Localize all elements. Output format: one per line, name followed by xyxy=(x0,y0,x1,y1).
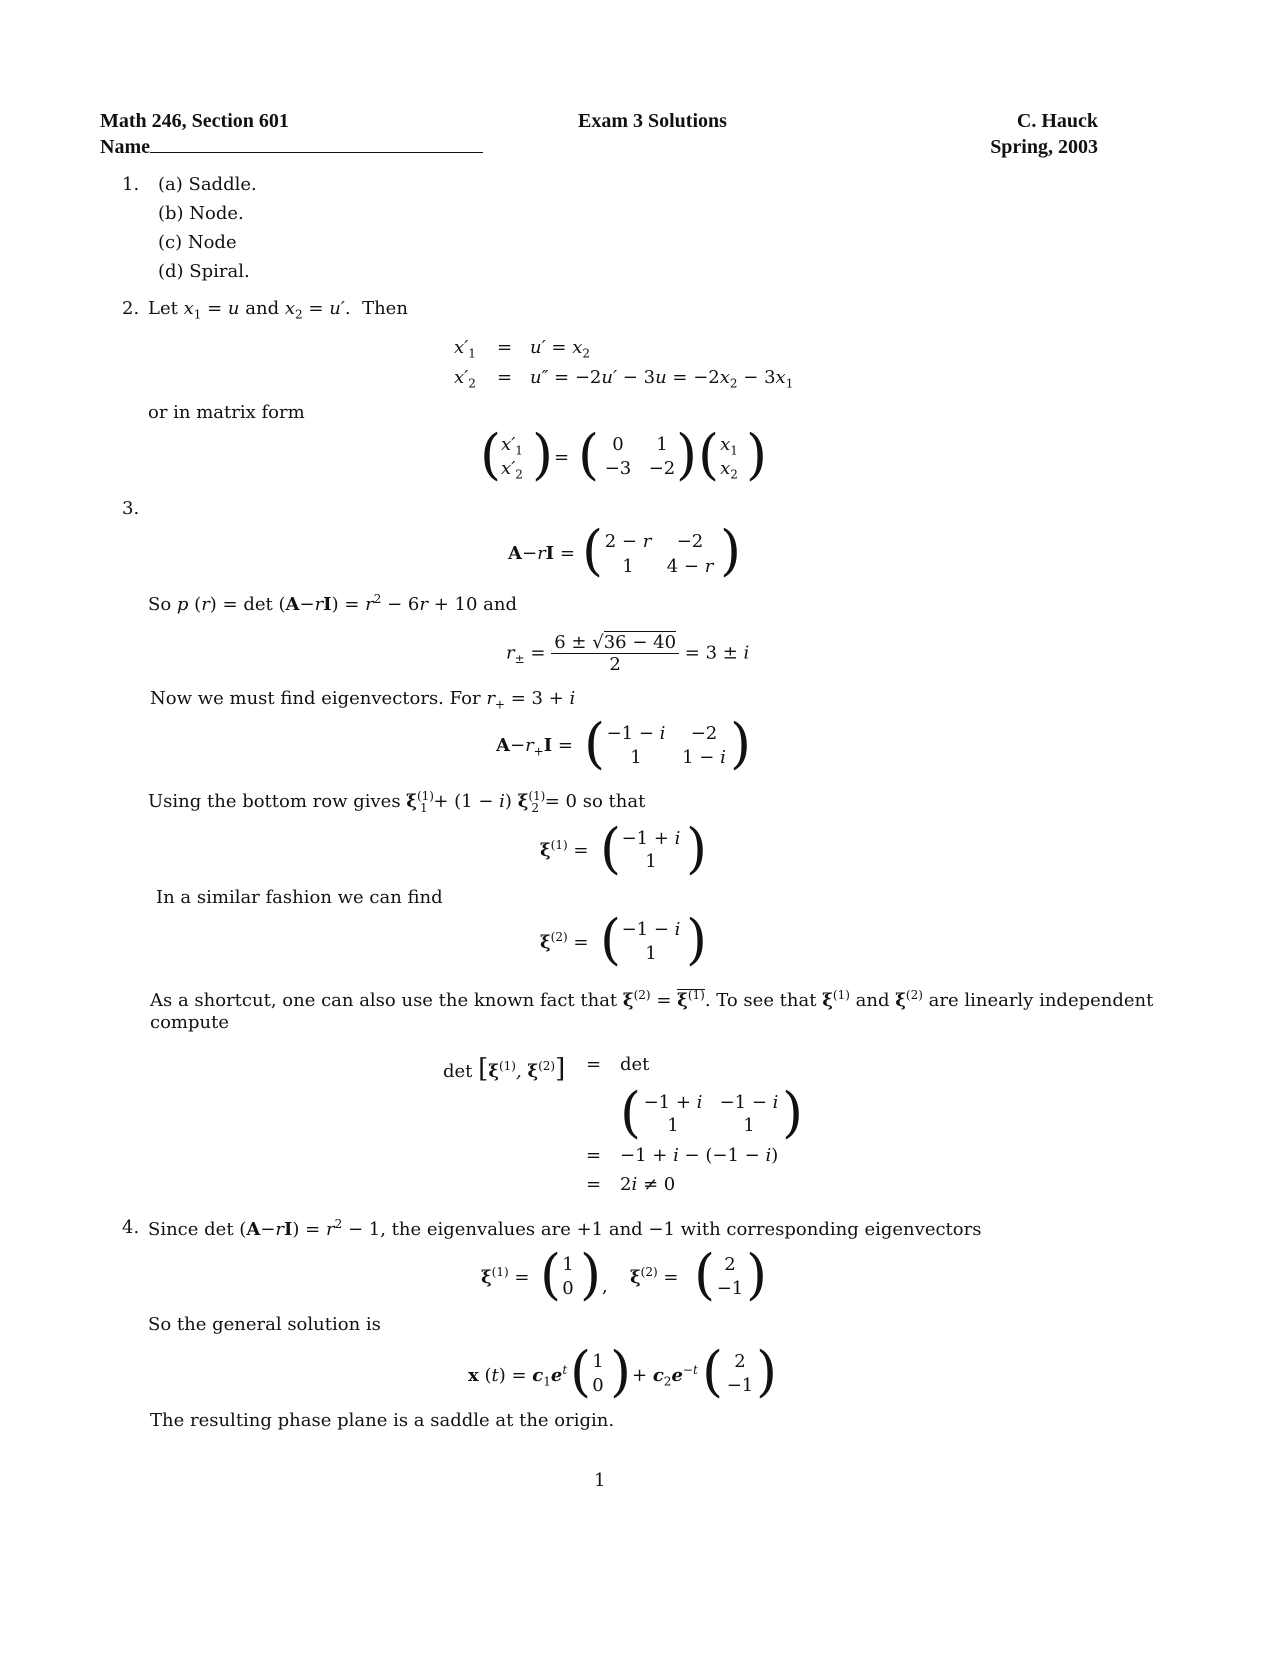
q1-answer-d: (d) Spiral. xyxy=(158,261,250,282)
q2-intro: Let $x_1 = u$ and $x_2 = u'$. Then xyxy=(148,298,408,322)
term: Spring, 2003 xyxy=(990,136,1098,158)
name-field xyxy=(100,136,483,159)
q2-matrix-form: or in matrix form xyxy=(148,402,305,423)
q3-compute: compute xyxy=(150,1012,229,1033)
q2-let: Let xyxy=(148,298,178,319)
q1-answer-c: (c) Node xyxy=(158,232,237,253)
q4-phase-plane: The resulting phase plane is a saddle at the origin. xyxy=(150,1410,615,1431)
q3-find-eigenvectors: Now we must find eigenvectors. For $r_+ = 3 + i$ xyxy=(150,688,576,712)
q3-similar: In a similar fashion we can find xyxy=(156,887,443,908)
document-title: Exam 3 Solutions xyxy=(578,110,727,132)
q3-shortcut: As a shortcut, one can also use the known fact that $\xi^{(2)} = \xi^{(1)}$. To see that $\xi^{(1)}$ and $\xi^{(2)}$ are linearly independent xyxy=(150,988,1154,1011)
eq-x2-rhs: $u'' = -2u' - 3u = -2x_2 - 3x_1$ xyxy=(530,367,794,391)
q3-eigenvalues: $r_\pm$ = $\frac{6 \pm √36 - 40}{2}$ = 3 ± i xyxy=(506,632,750,675)
q3-char-poly: So p $(r) = \det (A-rI) = r^2 - 6r + 10$ and xyxy=(148,592,518,615)
q2-number: 2. xyxy=(122,298,140,319)
eq-x2-prime: $x'_2$ xyxy=(454,367,476,391)
q1-number: 1. xyxy=(122,174,140,195)
q2-and: and xyxy=(245,298,280,319)
eq-x1-rhs: $u' = x_2$ xyxy=(530,337,591,361)
page-number: 1 xyxy=(594,1470,606,1491)
eq-x1-prime: $x'_1$ xyxy=(454,337,476,361)
exam-page: Math 246, Section 601 Exam 3 Solutions C. Hauck Name Spring, 2003 1. (a) Saddle. (b) Node. (c) Node (d) Spiral. 2. Let $x_1 = u$ and $x_2 = u'$. Then $x'_1$ = $u' = x_2$ $x'_2$ = $u'' = -2u' - 3u = -2x_2 - 3x_1$ or in matrix form ( $x'_1$ $x'_2$ ) = ( 0 1 −3 −2 ) ( $x_1$ $x_2$ ) 3. A−rI = ( 2 − r −2 1 4 − r ) So p $(r) = \det (A-rI) = r^2 - 6r + 10$ and $r_\pm$ = $\frac{6 \pm √36 - 40}{2}$ = 3 ± i Now we must find eigenvectors. For $r_+ = 3 + i$ $A-r_+I$ = ( −1 − i −2 1 1 − i ) Using the bottom row gives $\xi^{(1)}_1 + (1 - i) \xi^{(1)}_2 = 0$ so that $\xi^{(1)}$ = ( −1 + i 1 ) In a similar fashion we can find $\xi^{(2)}$ = ( −1 − i 1 ) As a shortcut, one can also use the known fact that $\xi^{(2)} = \xi^{(1)}$. To see that $\xi^{(1)}$ and $\xi^{(2)}$ are linearly independent compute $\det [\xi^{(1)}$, $\xi^{(2)}$] = det ( −1 + i −1 − i 1 1 ) = −1 + i − (−1 − i) = 2i ≠ 0 4. Since $\det (A-rI) = r^2 - 1$, the eigenvalues are +1 and −1 with corresponding eigenvectors $\xi^{(1)}$ = ( 1 0 ) , $\xi^{(2)}$ = ( 2 −1 ) So the general solution is x $(t) = c_1e^t$ ( 1 0 ) + $c_2e^{-t}$ ( 2 −1 ) The resulting phase plane is a saddle at the origin. 1 xyxy=(100,110,1154,1491)
q1-answer-b: (b) Node. xyxy=(158,203,244,224)
course-title: Math 246, Section 601 xyxy=(100,110,289,132)
q4-general-solution-label: So the general solution is xyxy=(148,1314,381,1335)
q1-answer-a: (a) Saddle. xyxy=(158,174,257,195)
q4-since: Since $\det (A-rI) = r^2 - 1$, the eigenvalues are +1 and −1 with corresponding eigenvectors xyxy=(148,1217,982,1240)
author: C. Hauck xyxy=(1016,110,1098,132)
name-label: Name xyxy=(100,136,150,158)
q3-bottom-row: Using the bottom row gives $\xi^{(1)}_1 + (1 - i) \xi^{(1)}_2 = 0$ so that xyxy=(148,789,646,815)
q3-number: 3. xyxy=(122,498,140,519)
name-blank-line xyxy=(150,136,483,153)
q2-then: Then xyxy=(362,298,408,319)
q4-number: 4. xyxy=(122,1217,140,1238)
